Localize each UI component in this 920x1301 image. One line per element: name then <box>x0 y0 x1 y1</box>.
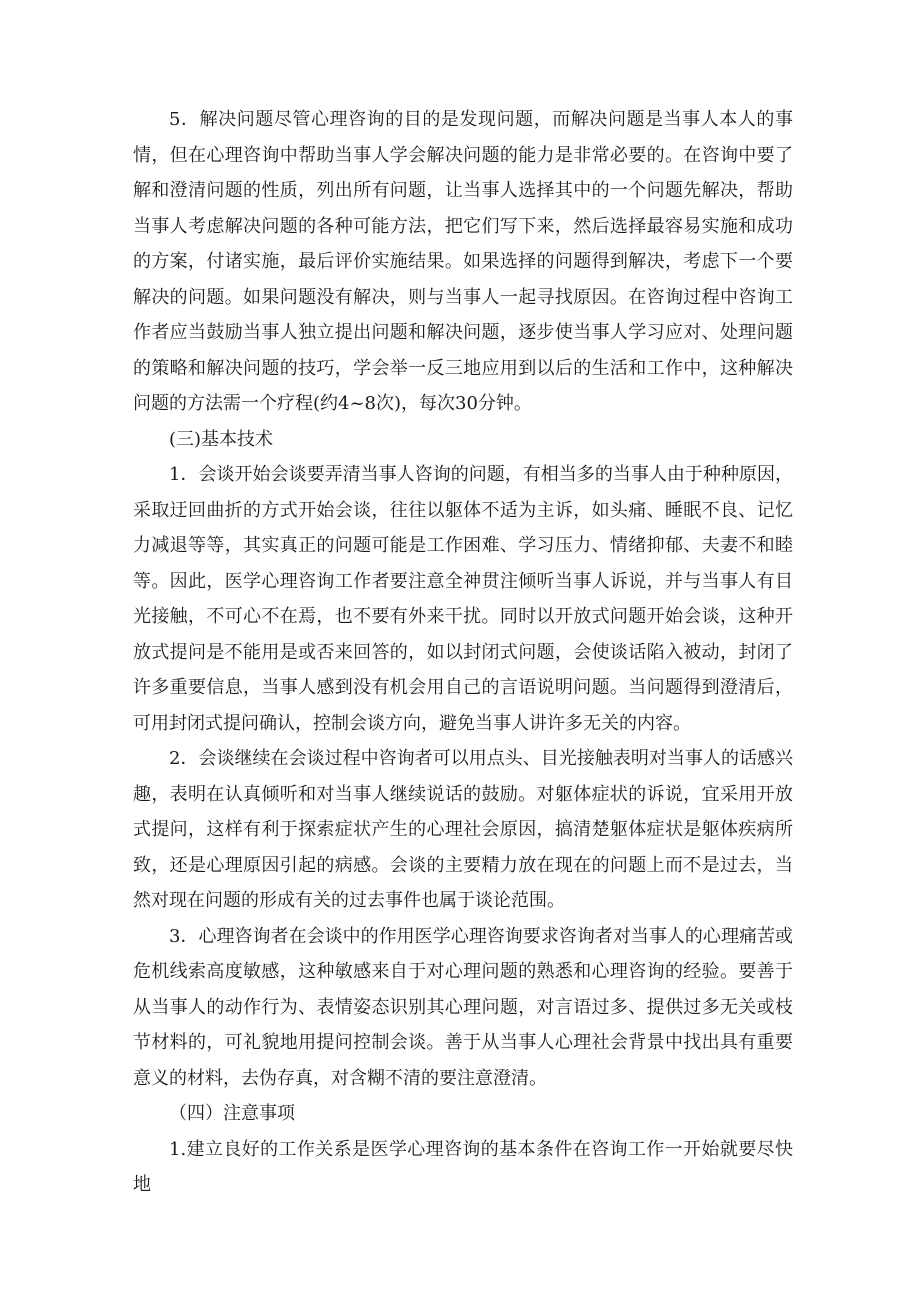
document-page <box>133 102 793 1203</box>
section-heading-notes: （四）注意事项 <box>169 1103 295 1124</box>
paragraph-counselor-role: 3．心理咨询者在会谈中的作用医学心理咨询要求咨询者对当事人的心理痛苦或危机线索高度敏感，这种敏感来自于对心理问题的熟悉和心理咨询的经验。要善于从当事人的动作行为、表情姿态识别其心理问题，对言语过多、提供过多无关或枝节材料的，可礼貌地用提问控制会谈。善于从当事人心理社会背景中找出具有重要意义的材料，去伪存真，对含糊不清的要注意澄清。 <box>133 925 793 1089</box>
section-heading-basic-techniques: (三)基本技术 <box>169 428 274 450</box>
paragraph-interview-start: 1．会谈开始会谈要弄清当事人咨询的问题，有相当多的当事人由于种种原因，采取迂回曲折的方式开始会谈，往往以躯体不适为主诉，如头痛、睡眠不良、记忆力减退等等，其实真正的问题可能是工作困难、学习压力、情绪抑郁、夫妻不和睦等。因此，医学心理咨询工作者要注意全神贯注倾听当事人诉说，并与当事人有目光接触，不可心不在焉，也不要有外来干扰。同时以开放式问题开始会谈，这种开放式提问是不能用是或否来回答的，如以封闭式问题，会使谈话陷入被动，封闭了许多重要信息，当事人感到没有机会用自己的言语说明问题。当问题得到澄清后，可用封闭式提问确认，控制会谈方向，避免当事人讲许多无关的内容。 <box>133 464 793 734</box>
paragraph-problem-solving: 5．解决问题尽管心理咨询的目的是发现问题，而解决问题是当事人本人的事情，但在心理咨询中帮助当事人学会解决问题的能力是非常必要的。在咨询中要了解和澄清问题的性质，列出所有问题，让当事人选择其中的一个问题先解决，帮助当事人考虑解决问题的各种可能方法，把它们写下来，然后选择最容易实施和成功的方案，付诸实施，最后评价实施结果。如果选择的问题得到解决，考虑下一个要解决的问题。如果问题没有解决，则与当事人一起寻找原因。在咨询过程中咨询工作者应当鼓励当事人独立提出问题和解决问题，逐步使当事人学习应对、处理问题的策略和解决问题的技巧，学会举一反三地应用到以后的生活和工作中，这种解决问题的方法需一个疗程(约4~8次)，每次30分钟。 <box>133 109 793 414</box>
paragraph-interview-continue: 2．会谈继续在会谈过程中咨询者可以用点头、目光接触表明对当事人的话感兴趣，表明在认真倾听和对当事人继续说话的鼓励。对躯体症状的诉说，宜采用开放式提问，这样有利于探索症状产生的心理社会原因，搞清楚躯体症状是躯体疾病所致，还是心理原因引起的病感。会谈的主要精力放在现在的问题上而不是过去，当然对现在问题的形成有关的过去事件也属于谈论范围。 <box>133 748 793 911</box>
paragraph-working-relationship: 1.建立良好的工作关系是医学心理咨询的基本条件在咨询工作一开始就要尽快地 <box>133 1138 793 1195</box>
